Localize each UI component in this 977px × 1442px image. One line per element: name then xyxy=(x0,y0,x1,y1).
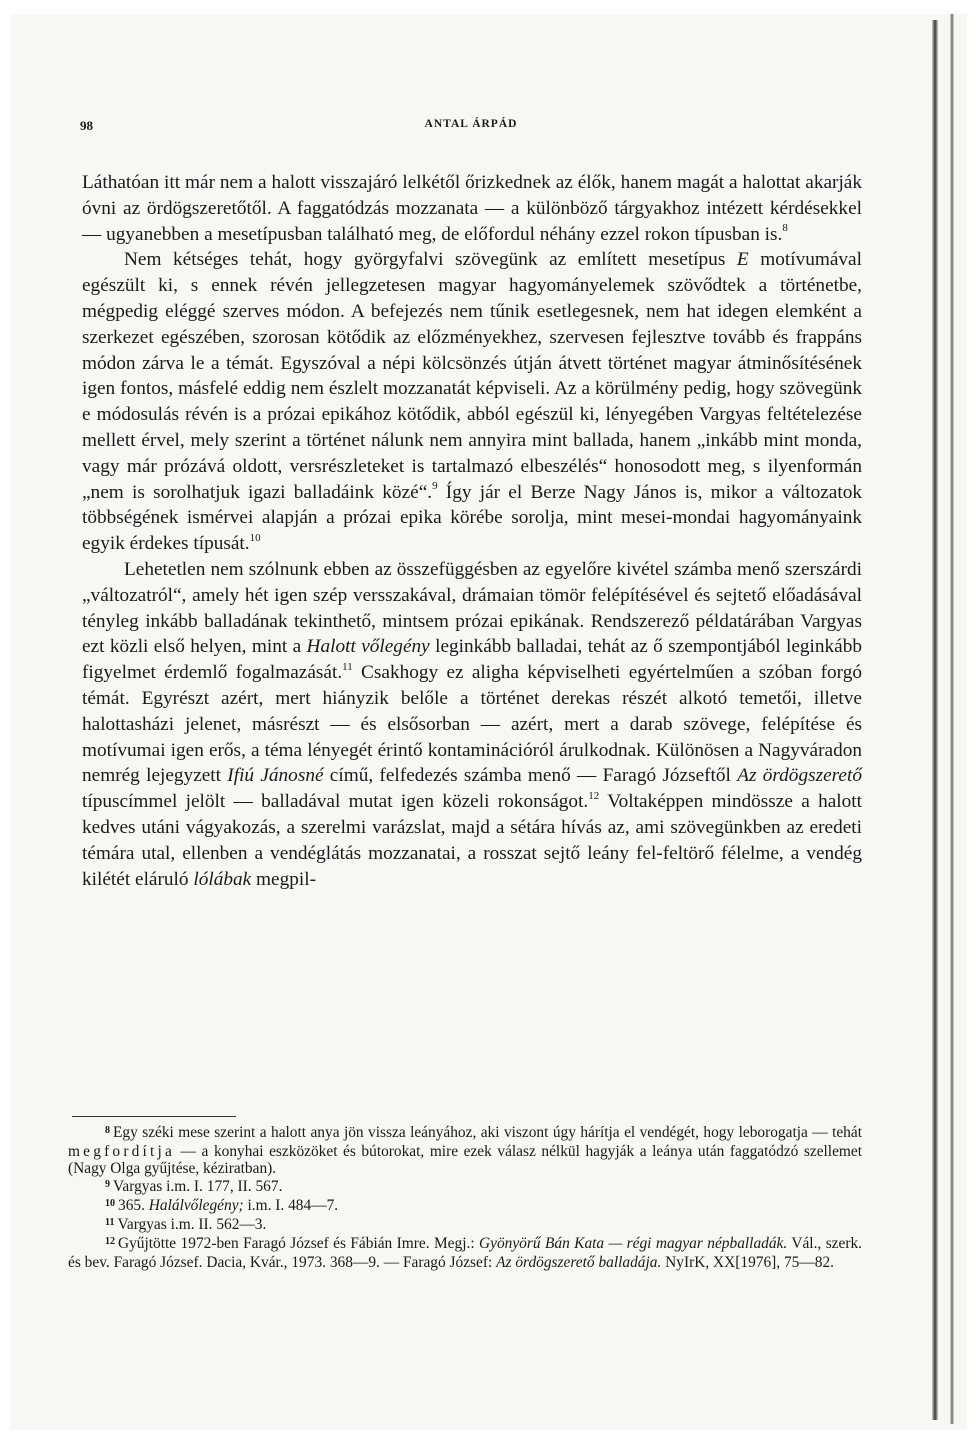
footnote-8-spaced-word: megfordítja xyxy=(68,1143,175,1161)
footnote-ref-9: 9 xyxy=(432,480,438,493)
paragraph-3-italic-title: Halott vőlegény xyxy=(306,636,430,658)
footnote-ref-12: 12 xyxy=(588,789,600,802)
footnote-10-text-b: i.m. I. 484—7. xyxy=(243,1196,339,1214)
page-number: 98 xyxy=(80,118,93,133)
running-head: ANTAL ÁRPÁD xyxy=(424,118,518,130)
paragraph-3-text-h: típuscímmel jelölt — balladával mutat igen közeli rokonságot. xyxy=(82,791,589,813)
paragraph-2-text-a: Nem kétséges tehát, hogy györgyfalvi szövegünk az említett mesetípus xyxy=(124,249,737,271)
footnote-10-number: 10 xyxy=(105,1197,115,1209)
footnote-12-text-c: NyIrK, XX[1976], 75—82. xyxy=(661,1254,834,1272)
paragraph-3-text-c: leginkább balladai, tehát az ő szempontjából leginkább figyelmet érdemlő fogalmazását. xyxy=(82,636,863,684)
footnote-8-number: 8 xyxy=(105,1125,110,1136)
footnote-ref-10: 10 xyxy=(249,531,261,544)
footnote-9 xyxy=(68,1178,862,1197)
footnotes xyxy=(68,1124,862,1272)
footnote-11-number: 11 xyxy=(105,1217,115,1229)
paragraph-3-text-f: című, felfedezés számba menő — Faragó Józseftől xyxy=(323,765,738,787)
page-gutter-edge xyxy=(932,20,938,1420)
footnote-12 xyxy=(68,1235,862,1271)
paragraph-3-italic-lolabak: lólábak xyxy=(193,868,252,890)
footnote-9-text: Vargyas i.m. I. 177, II. 567. xyxy=(113,1177,283,1195)
footnote-8-text-a: Egy széki mese szerint a halott anya jön vissza leányához, aki viszont úgy hárítja el vendégét, hogy leborogatja — tehát xyxy=(113,1124,862,1141)
paragraph-3-text-a: Lehetetlen nem szólnunk ebben az összefüggésben az egyelőre kivétel számba menő szerszárdi „változatról“, amely hét igen szép versszakával, drámaian tömör felépítésével és sejtető előadásával tényleg inkább balladának tekinthető, mintsem prózai epikának. Rendszerező példatárában Vargyas ezt közli első helyen, mint a xyxy=(82,558,862,658)
footnote-12-text-b: Vál., szerk. és bev. Faragó József. Dacia, Kvár., 1973. 368—9. — Faragó József: xyxy=(68,1235,863,1272)
footnote-9-number: 9 xyxy=(105,1178,110,1190)
paragraph-2-text-d: Így jár el Berze Nagy János is, mikor a változatok többségének ismérvei alapján a prózai epika körébe sorolja, mint mesei-mondai hagyományaink egyik érdekes típusát. xyxy=(82,481,862,555)
footnote-11 xyxy=(68,1216,862,1235)
footnote-11-text: Vargyas i.m. II. 562—3. xyxy=(117,1216,267,1234)
footnote-12-text-a: Gyűjtötte 1972-ben Faragó József és Fábián Imre. Megj.: xyxy=(118,1235,480,1253)
footnote-10-text-a: 365. xyxy=(118,1196,149,1214)
paragraph-3-text-i: Voltaképpen mindössze a halott kedves utáni vágyakozás, a szerelmi varázslat, majd a sétára hívás az, ami szövegünkben az eredeti témára utal, ellenben a vendéglátás mozzanatai, a rosszat sejtő leány fel-feltörő félelme, a vendég kilétét eláruló xyxy=(82,791,862,890)
paragraph-3-text-k: megpil- xyxy=(251,868,316,890)
footnote-10 xyxy=(68,1197,862,1216)
paragraph-3-italic-ordogszereto: Az ördögszerető xyxy=(737,765,862,787)
footnote-12-number: 12 xyxy=(105,1236,115,1248)
footnote-divider xyxy=(72,1116,236,1117)
footnote-8-text-b: — a konyhai eszközöket és bútorokat, mire ezek válasz nélkül hagyják a leánya után faggatódzó szellemet (Nagy Olga gyűjtése, kéziratban). xyxy=(68,1143,862,1178)
paragraph-3-italic-ifiu: Ifiú Jánosné xyxy=(227,765,324,787)
footnote-10-italic: Halálvőlegény; xyxy=(148,1196,244,1214)
paragraph-3 xyxy=(82,557,862,892)
paragraph-2-text-c: motívumával egészült ki, s ennek révén jellegzetesen magyar hagyományelemek szövődtek a történetbe, mégpedig eléggé szerves módon. A befejezés nem tűnik esetlegesnek, nem hat idegen elemként a szerkezet egészében, szorosan kötődik az előzményekhez, szervesen fejlesztve tovább és frappáns módon zárva le a témát. Egyszóval a népi kölcsönzés útján átvett történet magyar átminősítésének igen fontos, másfelé eddig nem észlelt mozzanatát képviseli. Az a körülmény pedig, hogy szövegünk e módosulás révén is a prózai epikához kötődik, abból egészül ki, lényegében Vargyas feltételezése mellett érvel, mely szerint a történet nálunk nem annyira mint ballada, hanem „inkább mint monda, vagy már prózává oldott, versrészleteket is tartalmazó elbeszélés“ honosodott meg, s ilyenformán „nem is sorolhatjuk igazi balladáink közé“. xyxy=(82,249,862,503)
paragraph-3-text-d: Csakhogy ez aligha képviselheti egyértelműen a szóban forgó témát. Egyrészt azért, mert hiányzik belőle a történet derekas részét alkotó temetői, illetve halottasházi jelenet, másrészt — és elsősorban — azért, mert a darab szövege, felépítése és motívumai igen erős, a téma lényegét érintő kontaminációról árulkodnak. Különösen a Nagyváradon nemrég lejegyzett xyxy=(82,662,862,787)
paragraph-1 xyxy=(82,170,862,247)
footnote-ref-8: 8 xyxy=(782,222,788,235)
paragraph-2 xyxy=(82,247,862,557)
footnote-12-italic-1: Gyönyörű Bán Kata — régi magyar népballadák. xyxy=(479,1235,788,1253)
body-text xyxy=(82,170,862,892)
book-spine-edge xyxy=(950,14,954,1424)
footnote-12-italic-2: Az ördögszerető balladája. xyxy=(496,1254,662,1272)
paragraph-2-italic-e: E xyxy=(736,249,749,271)
footnote-8 xyxy=(68,1124,862,1178)
page-header xyxy=(80,118,862,136)
footnote-ref-11: 11 xyxy=(342,660,353,673)
paragraph-1-text: Láthatóan itt már nem a halott visszajáró lelkétől őrizkednek az élők, hanem magát a halottat akarják óvni az ördögszeretőtől. A faggatódzás mozzanata — a különböző tárgyakhoz intézett kérdésekkel — ugyanebben a mesetípusban található meg, de előfordul néhány ezzel rokon típusban is. xyxy=(82,172,862,245)
